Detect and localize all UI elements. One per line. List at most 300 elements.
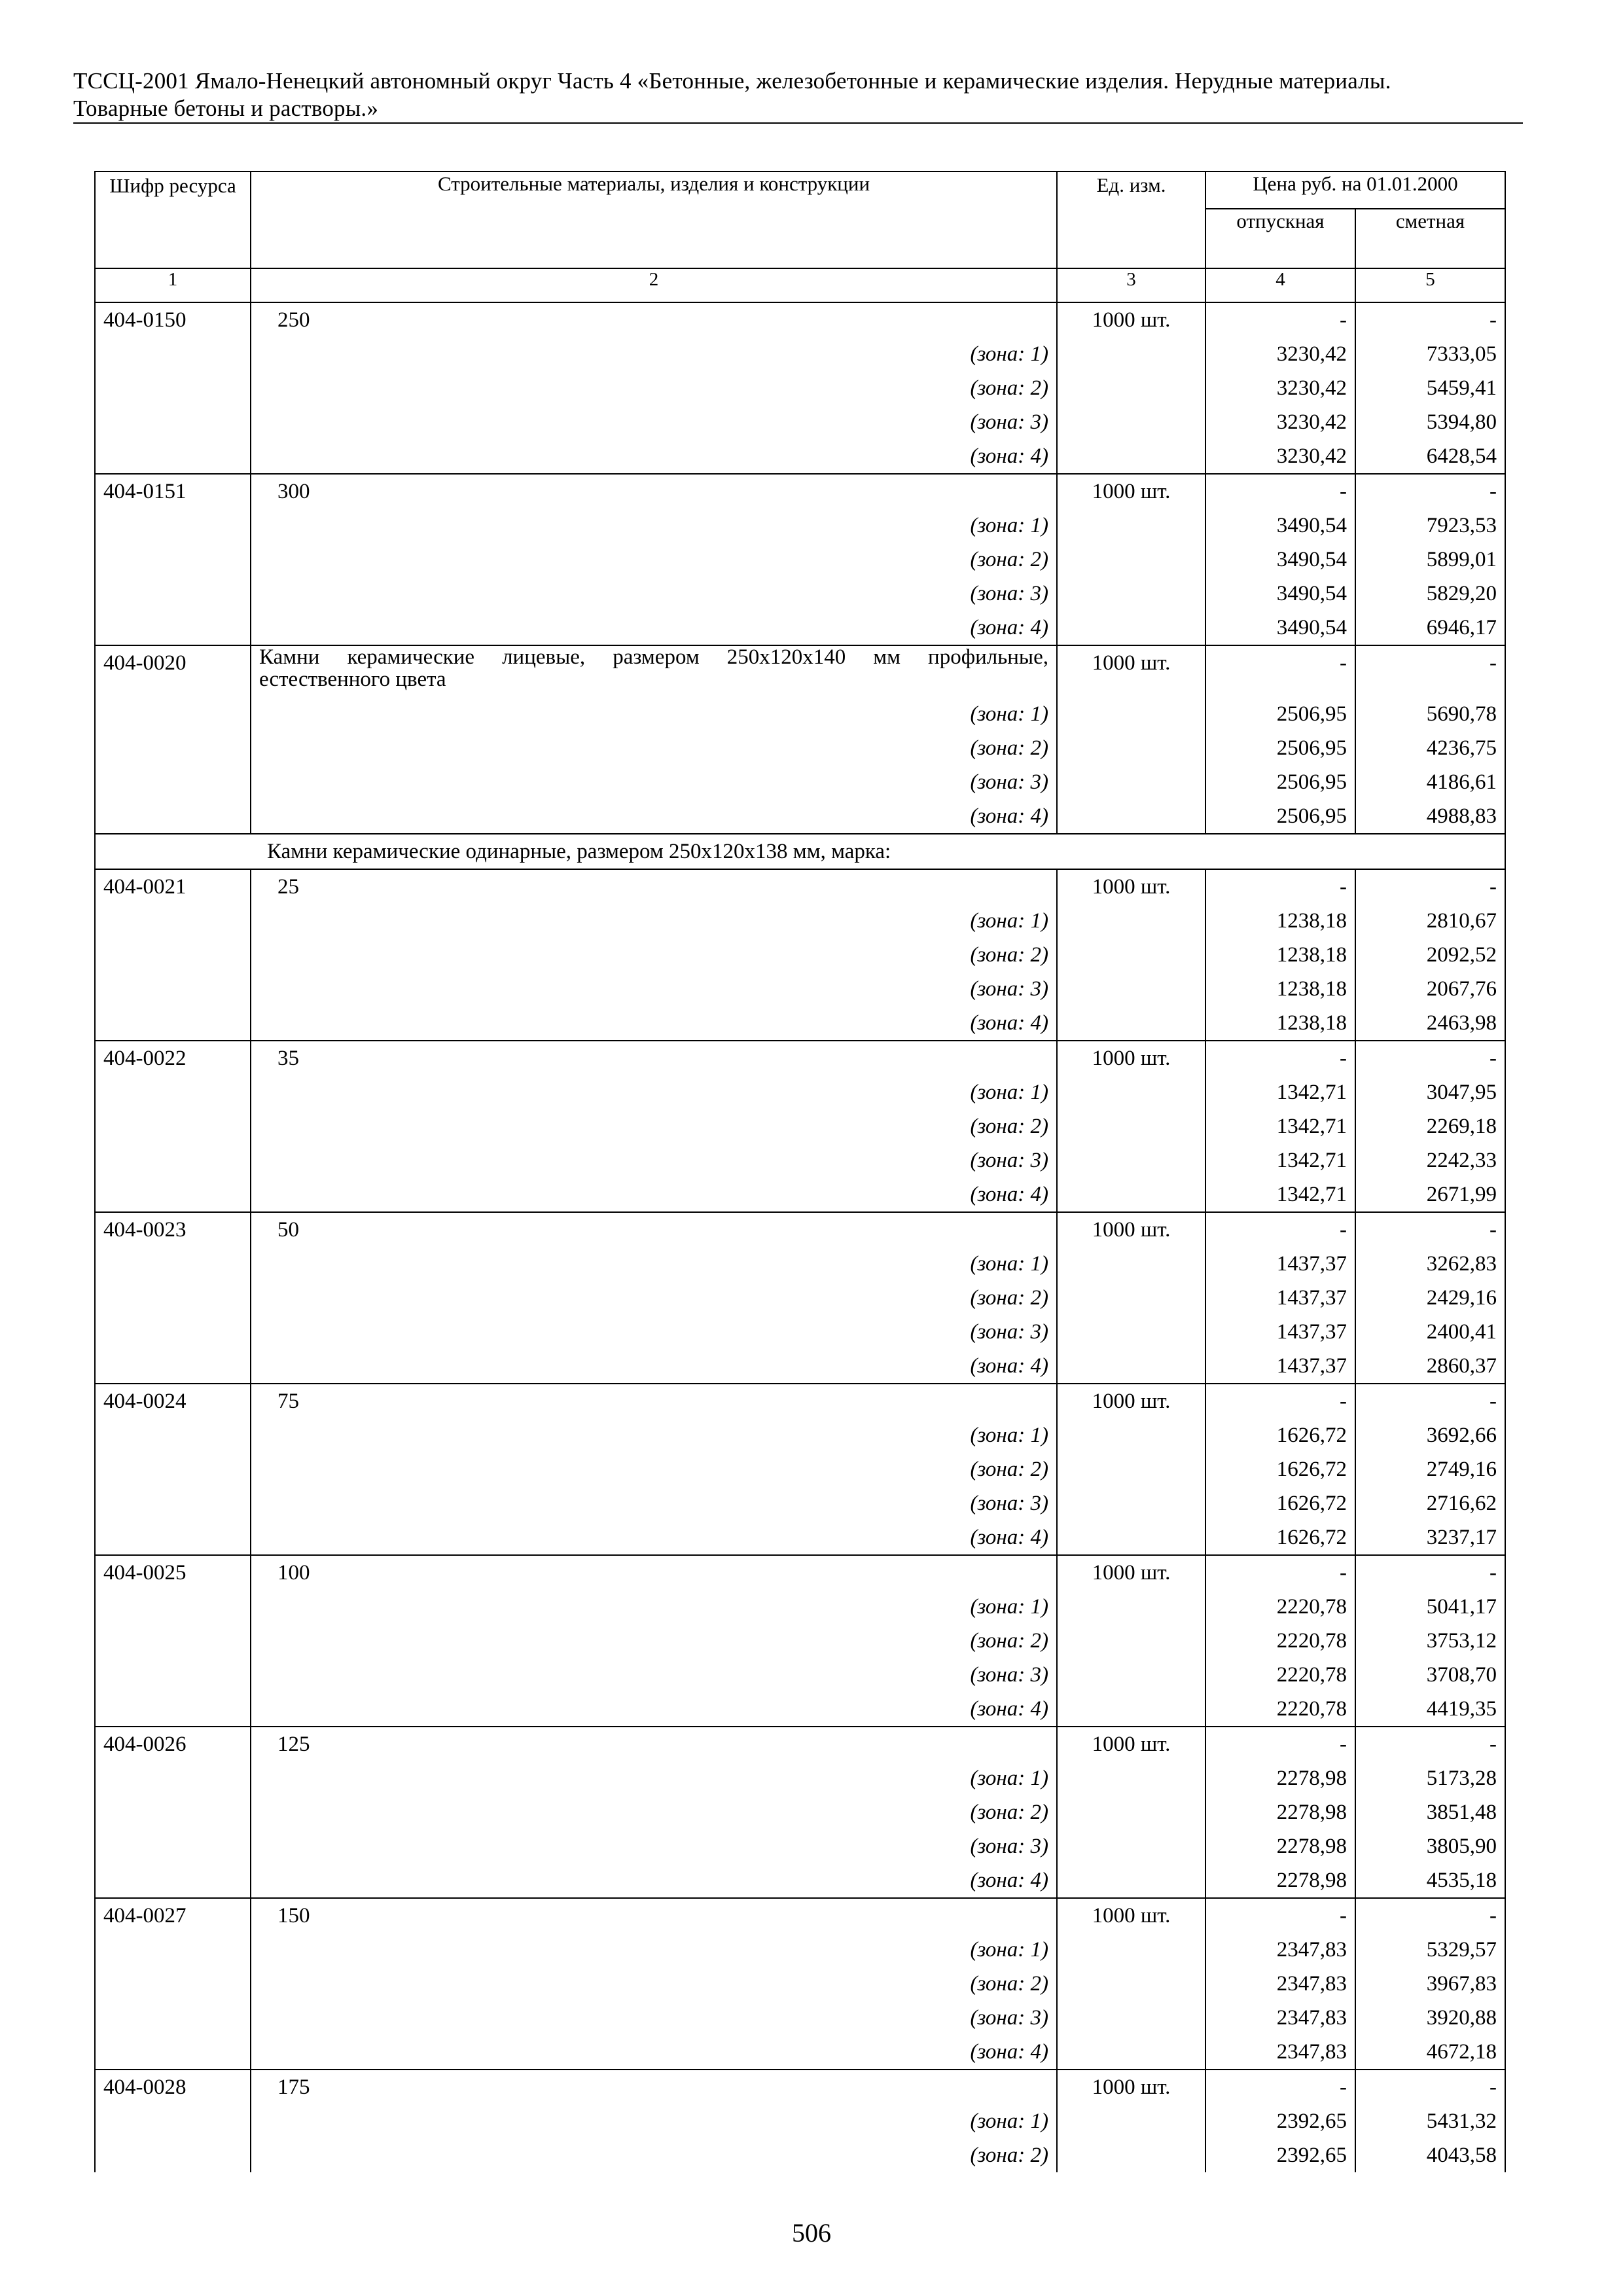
section-title: Камни керамические одинарные, размером 250х120х138 мм, марка: xyxy=(95,834,1505,869)
release-price: 1238,18 xyxy=(1205,938,1355,972)
estimate-price: 5394,80 xyxy=(1355,405,1505,439)
estimate-price: - xyxy=(1355,645,1505,697)
resource-code xyxy=(95,1281,251,1315)
zone-label: (зона: 4) xyxy=(251,2035,1057,2070)
unit xyxy=(1057,371,1205,405)
zone-label: (зона: 1) xyxy=(251,2104,1057,2138)
zone-row xyxy=(95,2001,1505,2035)
estimate-price: 2860,37 xyxy=(1355,1349,1505,1384)
release-price: 3490,54 xyxy=(1205,509,1355,543)
resource-code: 404-0024 xyxy=(95,1384,251,1418)
estimate-price: 4043,58 xyxy=(1355,2138,1505,2172)
zone-label: (зона: 4) xyxy=(251,1692,1057,1727)
zone-row xyxy=(95,765,1505,799)
zone-row xyxy=(95,1349,1505,1384)
unit xyxy=(1057,1177,1205,1212)
resource-code xyxy=(95,1590,251,1624)
zone-row xyxy=(95,1967,1505,2001)
material-name: 75 xyxy=(251,1384,1057,1418)
zone-row xyxy=(95,2104,1505,2138)
zone-row xyxy=(95,1933,1505,1967)
material-name: Камни керамические лицевые, размером 250х120х140 мм профильные, естественного цвета xyxy=(251,645,1057,697)
resource-code xyxy=(95,611,251,645)
zone-row xyxy=(95,1177,1505,1212)
col-number-2: 2 xyxy=(251,268,1057,302)
estimate-price: 5173,28 xyxy=(1355,1761,1505,1795)
zone-label: (зона: 2) xyxy=(251,1967,1057,2001)
zone-label: (зона: 2) xyxy=(251,2138,1057,2172)
header-line-1: ТССЦ-2001 Ямало-Ненецкий автономный округ Часть 4 «Бетонные, железобетонные и керамические изделия. Нерудные материалы. xyxy=(73,68,1391,94)
col-number-4: 4 xyxy=(1205,268,1355,302)
estimate-price: 2269,18 xyxy=(1355,1109,1505,1143)
table-body xyxy=(95,302,1505,2172)
resource-code: 404-0151 xyxy=(95,474,251,509)
zone-label: (зона: 1) xyxy=(251,1247,1057,1281)
zone-row xyxy=(95,2035,1505,2070)
release-price: 2506,95 xyxy=(1205,731,1355,765)
resource-code xyxy=(95,1692,251,1727)
material-name: 50 xyxy=(251,1212,1057,1247)
material-name: 300 xyxy=(251,474,1057,509)
release-price: - xyxy=(1205,1212,1355,1247)
release-price: 2392,65 xyxy=(1205,2138,1355,2172)
running-header xyxy=(73,67,1523,122)
estimate-price: - xyxy=(1355,474,1505,509)
resource-code: 404-0020 xyxy=(95,645,251,697)
zone-label: (зона: 3) xyxy=(251,972,1057,1006)
resource-code xyxy=(95,405,251,439)
zone-row xyxy=(95,543,1505,577)
estimate-price: 3920,88 xyxy=(1355,2001,1505,2035)
estimate-price: 2716,62 xyxy=(1355,1486,1505,1520)
unit xyxy=(1057,2035,1205,2070)
release-price: 2347,83 xyxy=(1205,2001,1355,2035)
unit xyxy=(1057,765,1205,799)
table-header xyxy=(95,171,1505,302)
zone-label: (зона: 3) xyxy=(251,405,1057,439)
unit: 1000 шт. xyxy=(1057,1041,1205,1075)
estimate-price: 5329,57 xyxy=(1355,1933,1505,1967)
resource-code xyxy=(95,697,251,731)
zone-row xyxy=(95,439,1505,474)
table-row xyxy=(95,1212,1505,1247)
unit xyxy=(1057,1349,1205,1384)
unit xyxy=(1057,577,1205,611)
release-price: 2506,95 xyxy=(1205,697,1355,731)
resource-code xyxy=(95,1418,251,1452)
estimate-price: 3237,17 xyxy=(1355,1520,1505,1555)
release-price: - xyxy=(1205,1727,1355,1761)
table-row xyxy=(95,1898,1505,1933)
zone-label: (зона: 2) xyxy=(251,543,1057,577)
zone-row xyxy=(95,1761,1505,1795)
release-price: 2347,83 xyxy=(1205,1967,1355,2001)
zone-label: (зона: 3) xyxy=(251,1315,1057,1349)
release-price: - xyxy=(1205,2070,1355,2104)
resource-code xyxy=(95,1658,251,1692)
unit xyxy=(1057,509,1205,543)
unit: 1000 шт. xyxy=(1057,645,1205,697)
release-price: 1342,71 xyxy=(1205,1075,1355,1109)
col-name-header: Строительные материалы, изделия и конструкции xyxy=(251,171,1057,268)
table-row xyxy=(95,2070,1505,2104)
release-price: 1437,37 xyxy=(1205,1281,1355,1315)
col-number-3: 3 xyxy=(1057,268,1205,302)
zone-label: (зона: 3) xyxy=(251,1486,1057,1520)
resource-code xyxy=(95,765,251,799)
estimate-price: 2242,33 xyxy=(1355,1143,1505,1177)
release-price: 1342,71 xyxy=(1205,1109,1355,1143)
unit: 1000 шт. xyxy=(1057,1212,1205,1247)
release-price: - xyxy=(1205,1898,1355,1933)
zone-row xyxy=(95,1486,1505,1520)
zone-row xyxy=(95,1143,1505,1177)
zone-label: (зона: 3) xyxy=(251,1829,1057,1863)
zone-label: (зона: 4) xyxy=(251,439,1057,474)
release-price: - xyxy=(1205,1384,1355,1418)
resource-code xyxy=(95,1177,251,1212)
release-price: - xyxy=(1205,1555,1355,1590)
zone-label: (зона: 2) xyxy=(251,731,1057,765)
unit xyxy=(1057,697,1205,731)
unit xyxy=(1057,1692,1205,1727)
col-price-group-header: Цена руб. на 01.01.2000 xyxy=(1205,171,1505,209)
release-price: 1238,18 xyxy=(1205,972,1355,1006)
zone-row xyxy=(95,2138,1505,2172)
zone-label: (зона: 2) xyxy=(251,1624,1057,1658)
unit xyxy=(1057,1452,1205,1486)
estimate-price: 2810,67 xyxy=(1355,904,1505,938)
resource-code: 404-0025 xyxy=(95,1555,251,1590)
col-estimate-header: сметная xyxy=(1355,209,1505,268)
zone-label: (зона: 3) xyxy=(251,577,1057,611)
table-row xyxy=(95,474,1505,509)
zone-row xyxy=(95,1863,1505,1898)
table-row xyxy=(95,1384,1505,1418)
unit xyxy=(1057,1590,1205,1624)
estimate-price: 2067,76 xyxy=(1355,972,1505,1006)
release-price: 3230,42 xyxy=(1205,337,1355,371)
zone-label: (зона: 1) xyxy=(251,1761,1057,1795)
resource-code xyxy=(95,1075,251,1109)
estimate-price: 3967,83 xyxy=(1355,1967,1505,2001)
estimate-price: 5899,01 xyxy=(1355,543,1505,577)
estimate-price: - xyxy=(1355,2070,1505,2104)
zone-label: (зона: 2) xyxy=(251,1795,1057,1829)
resource-code: 404-0028 xyxy=(95,2070,251,2104)
unit xyxy=(1057,1281,1205,1315)
release-price: 2278,98 xyxy=(1205,1795,1355,1829)
release-price: 2220,78 xyxy=(1205,1590,1355,1624)
zone-label: (зона: 3) xyxy=(251,1143,1057,1177)
resource-code xyxy=(95,1520,251,1555)
zone-label: (зона: 4) xyxy=(251,1349,1057,1384)
release-price: - xyxy=(1205,474,1355,509)
zone-row xyxy=(95,1658,1505,1692)
col-unit-header: Ед. изм. xyxy=(1057,171,1205,268)
resource-code xyxy=(95,2104,251,2138)
zone-row xyxy=(95,731,1505,765)
release-price: 1626,72 xyxy=(1205,1520,1355,1555)
release-price: - xyxy=(1205,1041,1355,1075)
release-price: 3230,42 xyxy=(1205,405,1355,439)
header-line-2: Товарные бетоны и растворы.» xyxy=(73,96,379,121)
release-price: 1342,71 xyxy=(1205,1177,1355,1212)
release-price: 3490,54 xyxy=(1205,543,1355,577)
estimate-price: 4186,61 xyxy=(1355,765,1505,799)
table-row xyxy=(95,302,1505,337)
unit xyxy=(1057,337,1205,371)
release-price: 1626,72 xyxy=(1205,1452,1355,1486)
col-number-5: 5 xyxy=(1355,268,1505,302)
estimate-price: 4988,83 xyxy=(1355,799,1505,834)
resource-code xyxy=(95,2035,251,2070)
unit: 1000 шт. xyxy=(1057,302,1205,337)
release-price: - xyxy=(1205,869,1355,904)
zone-row xyxy=(95,1590,1505,1624)
material-name: 100 xyxy=(251,1555,1057,1590)
resource-code xyxy=(95,731,251,765)
unit xyxy=(1057,799,1205,834)
resource-code: 404-0022 xyxy=(95,1041,251,1075)
estimate-price: 2400,41 xyxy=(1355,1315,1505,1349)
estimate-price: - xyxy=(1355,1727,1505,1761)
table-row xyxy=(95,869,1505,904)
release-price: 3490,54 xyxy=(1205,577,1355,611)
unit: 1000 шт. xyxy=(1057,2070,1205,2104)
unit xyxy=(1057,405,1205,439)
zone-label: (зона: 1) xyxy=(251,904,1057,938)
page-number: 506 xyxy=(792,2218,831,2248)
resource-code xyxy=(95,337,251,371)
unit xyxy=(1057,1315,1205,1349)
release-price: 2278,98 xyxy=(1205,1829,1355,1863)
release-price: 1238,18 xyxy=(1205,904,1355,938)
resource-code xyxy=(95,1109,251,1143)
zone-label: (зона: 1) xyxy=(251,697,1057,731)
zone-row xyxy=(95,1006,1505,1041)
zone-row xyxy=(95,1109,1505,1143)
unit xyxy=(1057,1109,1205,1143)
unit xyxy=(1057,1143,1205,1177)
estimate-price: - xyxy=(1355,1555,1505,1590)
zone-label: (зона: 4) xyxy=(251,1177,1057,1212)
estimate-price: 2463,98 xyxy=(1355,1006,1505,1041)
zone-row xyxy=(95,1829,1505,1863)
zone-label: (зона: 1) xyxy=(251,337,1057,371)
unit xyxy=(1057,2104,1205,2138)
zone-label: (зона: 2) xyxy=(251,938,1057,972)
zone-label: (зона: 1) xyxy=(251,1933,1057,1967)
unit xyxy=(1057,1006,1205,1041)
estimate-price: 3047,95 xyxy=(1355,1075,1505,1109)
zone-label: (зона: 3) xyxy=(251,765,1057,799)
unit: 1000 шт. xyxy=(1057,474,1205,509)
release-price: 2506,95 xyxy=(1205,765,1355,799)
material-name: 175 xyxy=(251,2070,1057,2104)
resource-code xyxy=(95,1829,251,1863)
material-name: 250 xyxy=(251,302,1057,337)
resource-code: 404-0023 xyxy=(95,1212,251,1247)
unit xyxy=(1057,1075,1205,1109)
release-price: - xyxy=(1205,645,1355,697)
estimate-price: 5690,78 xyxy=(1355,697,1505,731)
zone-label: (зона: 2) xyxy=(251,1109,1057,1143)
unit xyxy=(1057,1247,1205,1281)
release-price: 1437,37 xyxy=(1205,1247,1355,1281)
release-price: 3230,42 xyxy=(1205,439,1355,474)
unit xyxy=(1057,1863,1205,1898)
unit xyxy=(1057,731,1205,765)
estimate-price: - xyxy=(1355,1898,1505,1933)
zone-label: (зона: 4) xyxy=(251,1520,1057,1555)
resource-code xyxy=(95,1349,251,1384)
estimate-price: 3805,90 xyxy=(1355,1829,1505,1863)
estimate-price: 2429,16 xyxy=(1355,1281,1505,1315)
release-price: 1626,72 xyxy=(1205,1418,1355,1452)
unit xyxy=(1057,904,1205,938)
unit xyxy=(1057,2138,1205,2172)
unit xyxy=(1057,1933,1205,1967)
resource-code xyxy=(95,1933,251,1967)
resource-code xyxy=(95,1143,251,1177)
estimate-price: 6946,17 xyxy=(1355,611,1505,645)
resource-code xyxy=(95,1315,251,1349)
zone-row xyxy=(95,611,1505,645)
resource-code xyxy=(95,1624,251,1658)
estimate-price: 5459,41 xyxy=(1355,371,1505,405)
estimate-price: 5041,17 xyxy=(1355,1590,1505,1624)
material-name: 35 xyxy=(251,1041,1057,1075)
unit: 1000 шт. xyxy=(1057,1384,1205,1418)
resource-code: 404-0021 xyxy=(95,869,251,904)
zone-row xyxy=(95,904,1505,938)
zone-row xyxy=(95,938,1505,972)
unit xyxy=(1057,1520,1205,1555)
material-name: 125 xyxy=(251,1727,1057,1761)
release-price: 2392,65 xyxy=(1205,2104,1355,2138)
table-row xyxy=(95,1041,1505,1075)
release-price: 1437,37 xyxy=(1205,1315,1355,1349)
estimate-price: 3851,48 xyxy=(1355,1795,1505,1829)
estimate-price: 3753,12 xyxy=(1355,1624,1505,1658)
resource-code: 404-0027 xyxy=(95,1898,251,1933)
resource-code xyxy=(95,1795,251,1829)
header-rule xyxy=(73,122,1523,124)
table-row xyxy=(95,1727,1505,1761)
col-number-1: 1 xyxy=(95,268,251,302)
estimate-price: 3692,66 xyxy=(1355,1418,1505,1452)
resource-code xyxy=(95,371,251,405)
release-price: 2506,95 xyxy=(1205,799,1355,834)
release-price: 2278,98 xyxy=(1205,1761,1355,1795)
unit xyxy=(1057,1624,1205,1658)
zone-row xyxy=(95,371,1505,405)
zone-row xyxy=(95,799,1505,834)
zone-row xyxy=(95,1281,1505,1315)
zone-label: (зона: 4) xyxy=(251,799,1057,834)
unit xyxy=(1057,439,1205,474)
material-name: 150 xyxy=(251,1898,1057,1933)
zone-label: (зона: 1) xyxy=(251,1590,1057,1624)
resource-code xyxy=(95,938,251,972)
zone-row xyxy=(95,577,1505,611)
col-release-header: отпускная xyxy=(1205,209,1355,268)
zone-row xyxy=(95,1075,1505,1109)
price-table xyxy=(94,171,1506,2172)
unit xyxy=(1057,611,1205,645)
zone-label: (зона: 3) xyxy=(251,2001,1057,2035)
release-price: 2278,98 xyxy=(1205,1863,1355,1898)
estimate-price: 7923,53 xyxy=(1355,509,1505,543)
unit: 1000 шт. xyxy=(1057,1898,1205,1933)
estimate-price: - xyxy=(1355,1384,1505,1418)
release-price: 2220,78 xyxy=(1205,1658,1355,1692)
resource-code xyxy=(95,972,251,1006)
estimate-price: - xyxy=(1355,869,1505,904)
zone-label: (зона: 4) xyxy=(251,1863,1057,1898)
resource-code xyxy=(95,2001,251,2035)
resource-code xyxy=(95,1247,251,1281)
zone-row xyxy=(95,1520,1505,1555)
resource-code xyxy=(95,439,251,474)
estimate-price: 5829,20 xyxy=(1355,577,1505,611)
resource-code xyxy=(95,509,251,543)
zone-row xyxy=(95,972,1505,1006)
unit: 1000 шт. xyxy=(1057,1727,1205,1761)
release-price: 1342,71 xyxy=(1205,1143,1355,1177)
estimate-price: 2749,16 xyxy=(1355,1452,1505,1486)
estimate-price: - xyxy=(1355,1212,1505,1247)
unit: 1000 шт. xyxy=(1057,869,1205,904)
resource-code xyxy=(95,1967,251,2001)
material-name: 25 xyxy=(251,869,1057,904)
estimate-price: 5431,32 xyxy=(1355,2104,1505,2138)
resource-code: 404-0150 xyxy=(95,302,251,337)
zone-label: (зона: 3) xyxy=(251,1658,1057,1692)
release-price: 3230,42 xyxy=(1205,371,1355,405)
unit xyxy=(1057,2001,1205,2035)
zone-label: (зона: 2) xyxy=(251,371,1057,405)
resource-code xyxy=(95,1761,251,1795)
zone-label: (зона: 4) xyxy=(251,1006,1057,1041)
zone-label: (зона: 2) xyxy=(251,1281,1057,1315)
release-price: 1238,18 xyxy=(1205,1006,1355,1041)
release-price: 2220,78 xyxy=(1205,1692,1355,1727)
unit xyxy=(1057,938,1205,972)
zone-label: (зона: 2) xyxy=(251,1452,1057,1486)
unit xyxy=(1057,1761,1205,1795)
section-row xyxy=(95,834,1505,869)
release-price: 3490,54 xyxy=(1205,611,1355,645)
zone-label: (зона: 1) xyxy=(251,1075,1057,1109)
resource-code xyxy=(95,577,251,611)
resource-code xyxy=(95,543,251,577)
resource-code xyxy=(95,904,251,938)
release-price: 1626,72 xyxy=(1205,1486,1355,1520)
unit xyxy=(1057,1418,1205,1452)
zone-row xyxy=(95,1247,1505,1281)
zone-row xyxy=(95,1624,1505,1658)
zone-row xyxy=(95,697,1505,731)
resource-code xyxy=(95,1452,251,1486)
estimate-price: 3708,70 xyxy=(1355,1658,1505,1692)
unit xyxy=(1057,1658,1205,1692)
zone-row xyxy=(95,405,1505,439)
estimate-price: 2671,99 xyxy=(1355,1177,1505,1212)
release-price: - xyxy=(1205,302,1355,337)
zone-label: (зона: 1) xyxy=(251,1418,1057,1452)
